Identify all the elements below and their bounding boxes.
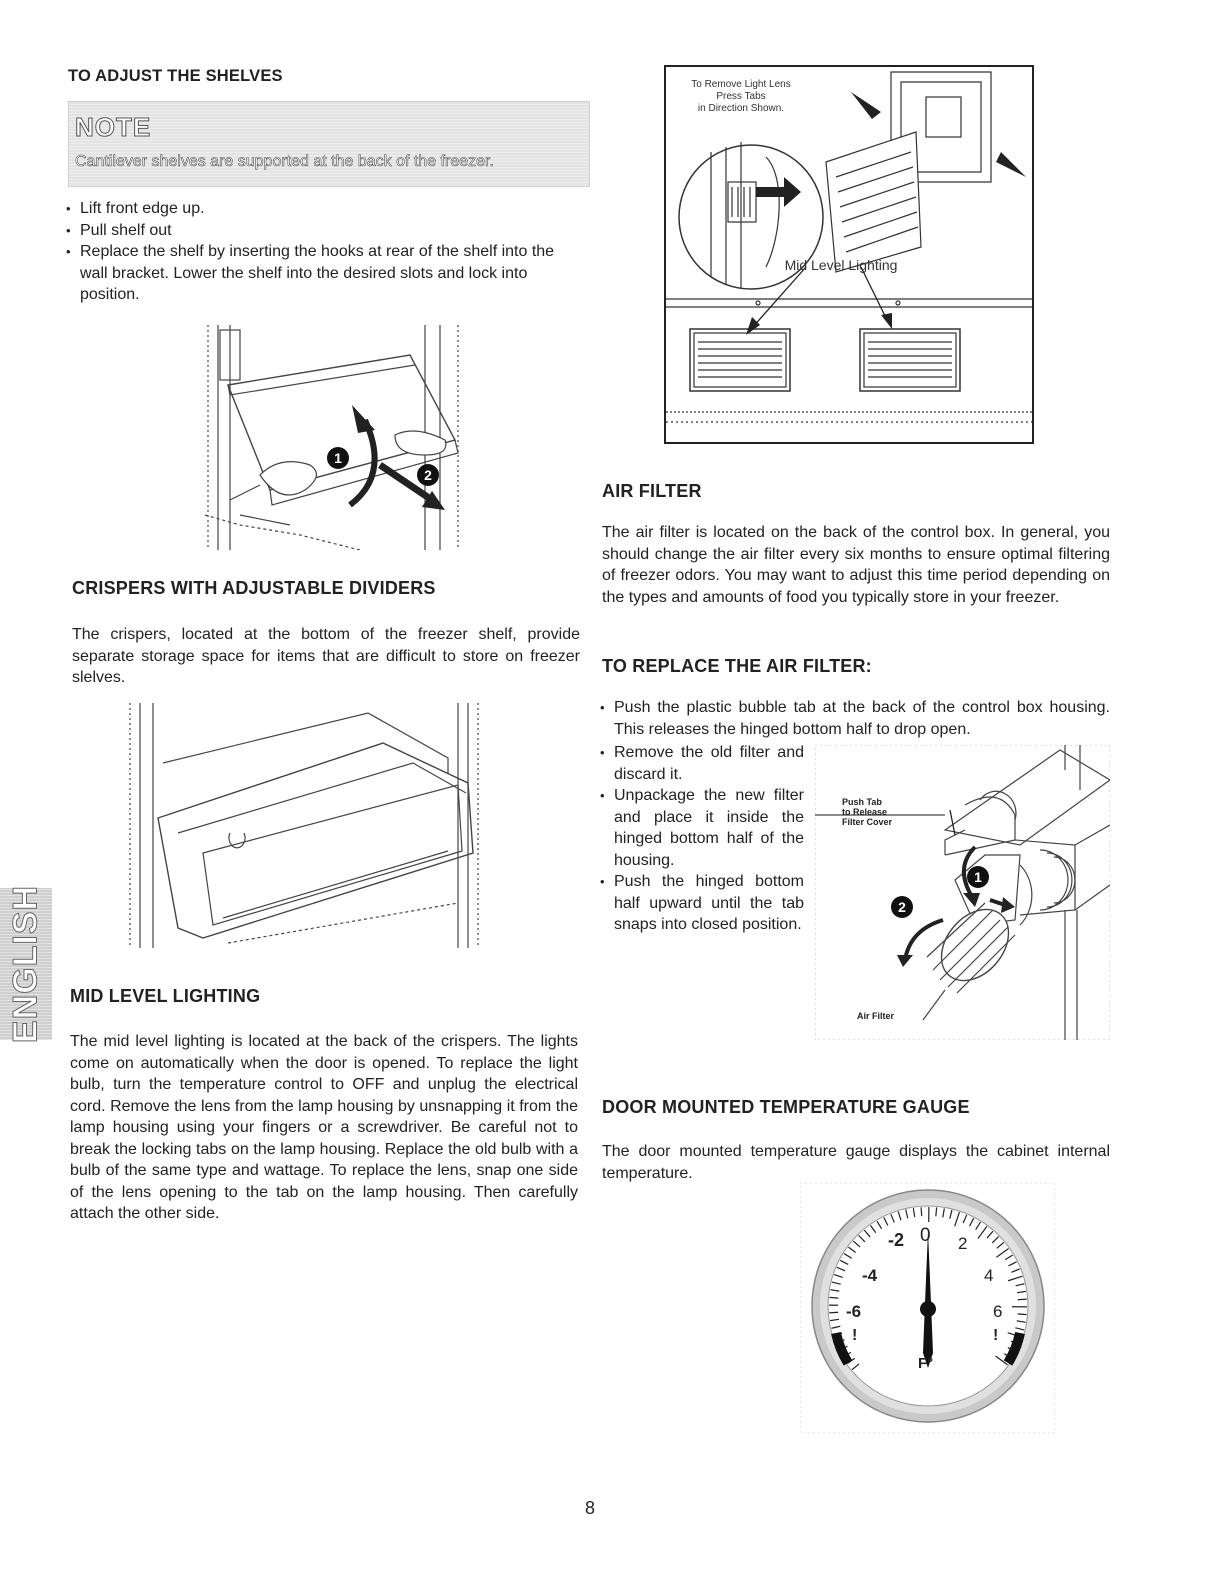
air-filter-text: The air filter is located on the back of the control box. In general, you should change the air filter every six months to ensure optimal filtering of freezer odors. You may want to adjust this time period depending on the types and amounts of food you typically store in your freezer. bbox=[602, 524, 1110, 606]
lens-caption-line: Press Tabs bbox=[716, 91, 766, 102]
list-item: • Pull shelf out bbox=[64, 220, 584, 242]
page-number: 8 bbox=[584, 1498, 595, 1518]
replace-filter-bullets bbox=[598, 742, 804, 936]
lens-caption-line: To Remove Light Lens bbox=[691, 79, 791, 90]
list-item: • Replace the shelf by inserting the hooks at rear of the shelf into the wall bracket. Lower the shelf into the desired slots and lock into position. bbox=[64, 241, 584, 306]
gauge-label: 4 bbox=[984, 1266, 994, 1285]
mid-level-text: The mid level lighting is located at the back of the crispers. The lights come on automatically when the door is opened. To replace the light bulb, turn the temperature control to OFF and unplug the electrical cord. Remove the lens from the lamp housing by unsnapping it from the lamp housing using your fingers or a screwdriver. Be careful not to break the locking tabs on the lamp housing. Replace the old bulb with a bulb of the same type and wattage. To replace the lens, snap one side of the lens opening to the tab on the lamp housing. Then carefully attach the other side. bbox=[70, 1033, 578, 1222]
gauge-label: ! bbox=[852, 1327, 858, 1344]
marker-2-label: 2 bbox=[424, 467, 432, 483]
marker-1-label: 1 bbox=[334, 450, 342, 466]
gauge-unit: F° bbox=[918, 1355, 934, 1372]
crispers-text: The crispers, located at the bottom of the freezer shelf, provide separate storage space for items that are difficult to store on freezer slelves. bbox=[72, 626, 580, 686]
shelves-bullets bbox=[64, 198, 584, 306]
lens-caption-line: in Direction Shown. bbox=[697, 103, 785, 114]
mid-level-heading: MID LEVEL LIGHTING bbox=[70, 986, 261, 1006]
air-filter-heading: AIR FILTER bbox=[602, 481, 702, 501]
crispers-heading: CRISPERS WITH ADJUSTABLE DIVIDERS bbox=[72, 578, 436, 598]
push-tab-label-1: Push Tab bbox=[842, 797, 882, 807]
gauge-tick bbox=[921, 1207, 922, 1216]
shelves-heading: TO ADJUST THE SHELVES bbox=[68, 67, 283, 85]
push-tab-label-3: Filter Cover bbox=[842, 817, 893, 827]
gauge-text: The door mounted temperature gauge displays the cabinet internal temperature. bbox=[602, 1143, 1110, 1182]
language-side-tab bbox=[0, 884, 52, 1044]
list-item: • Unpackage the new filter and place it inside the hinged bottom half of the housing. bbox=[598, 785, 804, 871]
gauge-label: 6 bbox=[993, 1302, 1003, 1321]
gauge-tick bbox=[829, 1312, 838, 1313]
air-filter-figure bbox=[815, 745, 1110, 1040]
list-item: • Remove the old filter and discard it. bbox=[598, 742, 804, 785]
marker-2-label: 2 bbox=[898, 899, 906, 915]
air-filter-label: Air Filter bbox=[857, 1011, 895, 1021]
shelf-figure bbox=[200, 325, 470, 550]
gauge-label: 0 bbox=[920, 1225, 931, 1246]
note-text: Cantilever shelves are supported at the back of the freezer. bbox=[75, 153, 494, 170]
gauge-label: ! bbox=[993, 1327, 999, 1344]
marker-1-label: 1 bbox=[974, 869, 982, 885]
list-item: • Push the plastic bubble tab at the back of the control box housing. This releases the hinged bottom half to drop open. bbox=[598, 697, 1110, 740]
gauge-label: -6 bbox=[846, 1302, 862, 1321]
list-item: • Push the hinged bottom half upward until the tab snaps into closed position. bbox=[598, 871, 804, 936]
gauge-tick bbox=[1018, 1299, 1027, 1300]
mid-level-lighting-label: Mid Level Lighting bbox=[784, 257, 898, 273]
temperature-gauge-figure bbox=[800, 1183, 1055, 1433]
replace-filter-heading: TO REPLACE THE AIR FILTER: bbox=[602, 656, 872, 676]
gauge-tick bbox=[829, 1297, 838, 1298]
gauge-label: 2 bbox=[958, 1234, 968, 1253]
gauge-tick bbox=[936, 1207, 937, 1216]
list-item: • Lift front edge up. bbox=[64, 198, 584, 220]
gauge-heading: DOOR MOUNTED TEMPERATURE GAUGE bbox=[602, 1097, 970, 1117]
light-lens-figure bbox=[664, 65, 1034, 444]
language-label: ENGLISH bbox=[6, 884, 45, 1044]
crisper-figure bbox=[128, 703, 483, 948]
gauge-label: -2 bbox=[888, 1230, 905, 1250]
push-tab-label-2: to Release bbox=[842, 807, 888, 817]
note-box bbox=[68, 101, 590, 187]
replace-filter-bullet-wide bbox=[598, 697, 1110, 740]
gauge-label: -4 bbox=[862, 1266, 878, 1285]
note-title: NOTE bbox=[75, 112, 152, 142]
gauge-tick bbox=[1018, 1314, 1027, 1315]
